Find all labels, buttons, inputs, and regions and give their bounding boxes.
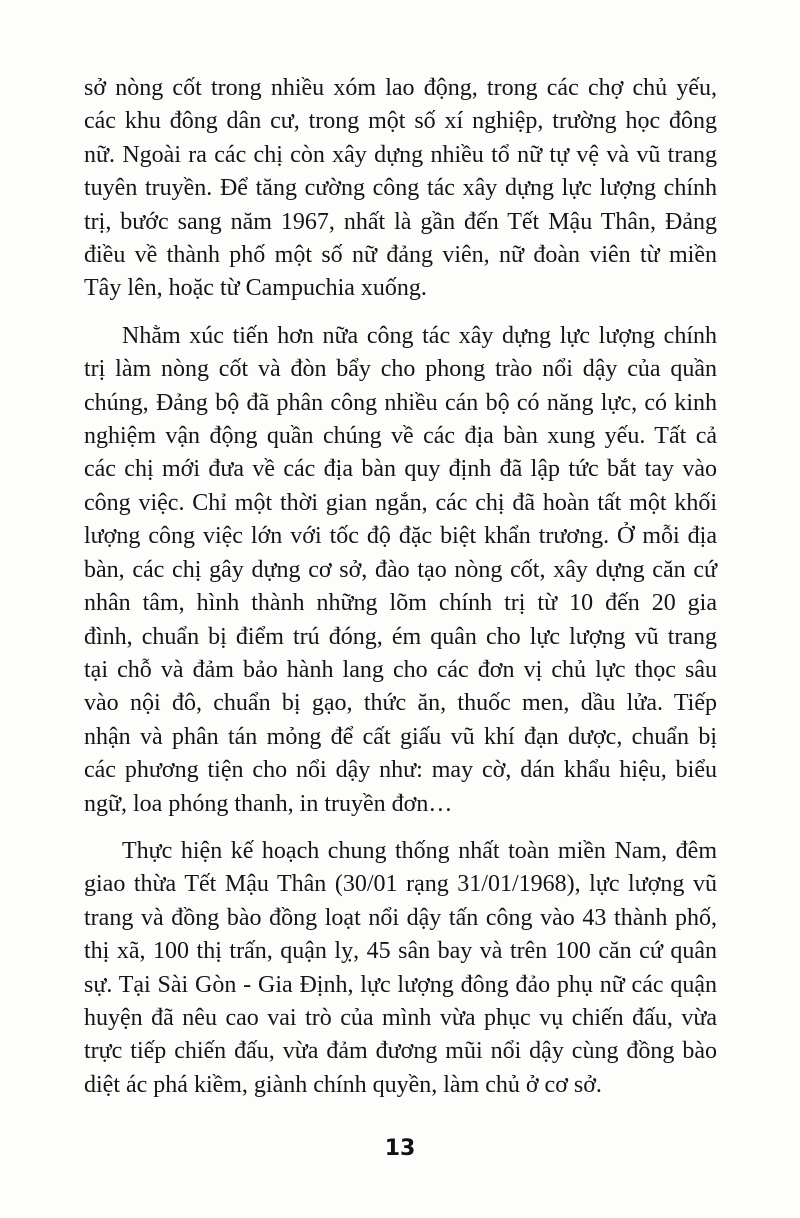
text-line: nhân tâm, hình thành những lõm chính trị từ 10 đến 20 gia	[84, 590, 717, 617]
text-line: các phương tiện cho nổi dậy như: may cờ, dán khẩu hiệu, biểu	[84, 757, 717, 784]
text-line: huyện đã nêu cao vai trò của mình vừa phục vụ chiến đấu, vừa	[84, 1004, 717, 1031]
paragraph	[84, 835, 717, 1102]
text-line: trị làm nòng cốt và đòn bẩy cho phong trào nổi dậy của quần	[84, 356, 717, 383]
text-line: đình, chuẩn bị điểm trú đóng, ém quân cho lực lượng vũ trang	[84, 623, 717, 650]
text-line: trị, bước sang năm 1967, nhất là gần đến Tết Mậu Thân, Đảng	[84, 208, 717, 235]
text-line: nghiệm vận động quần chúng về các địa bàn xung yếu. Tất cả	[84, 423, 717, 450]
text-line: lượng công việc lớn với tốc độ đặc biệt khẩn trương. Ở mỗi địa	[84, 523, 717, 550]
text-line: sự. Tại Sài Gòn - Gia Định, lực lượng đông đảo phụ nữ các quận	[84, 971, 717, 998]
text-line: diệt ác phá kiềm, giành chính quyền, làm chủ ở cơ sở.	[84, 1071, 602, 1098]
text-line: các chị mới đưa về các địa bàn quy định đã lập tức bắt tay vào	[84, 456, 717, 483]
text-line: thị xã, 100 thị trấn, quận lỵ, 45 sân bay và trên 100 căn cứ quân	[84, 938, 717, 965]
page-body	[84, 72, 717, 1116]
text-line: Tây lên, hoặc từ Campuchia xuống.	[84, 275, 427, 302]
text-line: điều về thành phố một số nữ đảng viên, nữ đoàn viên từ miền	[84, 242, 717, 269]
text-line: trang và đồng bào đồng loạt nổi dậy tấn công vào 43 thành phố,	[84, 904, 717, 931]
text-line: chúng, Đảng bộ đã phân công nhiều cán bộ có năng lực, có kinh	[84, 389, 717, 416]
text-line: công việc. Chỉ một thời gian ngắn, các chị đã hoàn tất một khối	[84, 489, 717, 516]
text-line: giao thừa Tết Mậu Thân (30/01 rạng 31/01/1968), lực lượng vũ	[84, 871, 717, 898]
text-line: Thực hiện kế hoạch chung thống nhất toàn miền Nam, đêm	[122, 837, 717, 864]
paragraph	[84, 320, 717, 821]
text-line: tại chỗ và đảm bảo hành lang cho các đơn vị chủ lực thọc sâu	[84, 656, 717, 683]
text-line: bàn, các chị gây dựng cơ sở, đào tạo nòng cốt, xây dựng căn cứ	[84, 556, 717, 583]
text-line: ngữ, loa phóng thanh, in truyền đơn…	[84, 790, 453, 817]
text-line: nữ. Ngoài ra các chị còn xây dựng nhiều tổ nữ tự vệ và vũ trang	[84, 141, 717, 168]
page-footer	[0, 1136, 800, 1161]
text-line: tuyên truyền. Để tăng cường công tác xây dựng lực lượng chính	[84, 175, 717, 202]
text-line: sở nòng cốt trong nhiều xóm lao động, trong các chợ chủ yếu,	[84, 75, 717, 101]
text-line: Nhằm xúc tiến hơn nữa công tác xây dựng lực lượng chính	[122, 322, 717, 349]
page-number: 13	[384, 1136, 416, 1161]
text-line: nhận và phân tán mỏng để cất giấu vũ khí đạn dược, chuẩn bị	[84, 723, 717, 750]
text-line: trực tiếp chiến đấu, vừa đảm đương mũi nổi dậy cùng đồng bào	[84, 1038, 717, 1065]
text-line: vào nội đô, chuẩn bị gạo, thức ăn, thuốc men, dầu lửa. Tiếp	[84, 690, 717, 717]
text-line: các khu đông dân cư, trong một số xí nghiệp, trường học đông	[84, 108, 717, 135]
paragraph	[84, 72, 717, 306]
